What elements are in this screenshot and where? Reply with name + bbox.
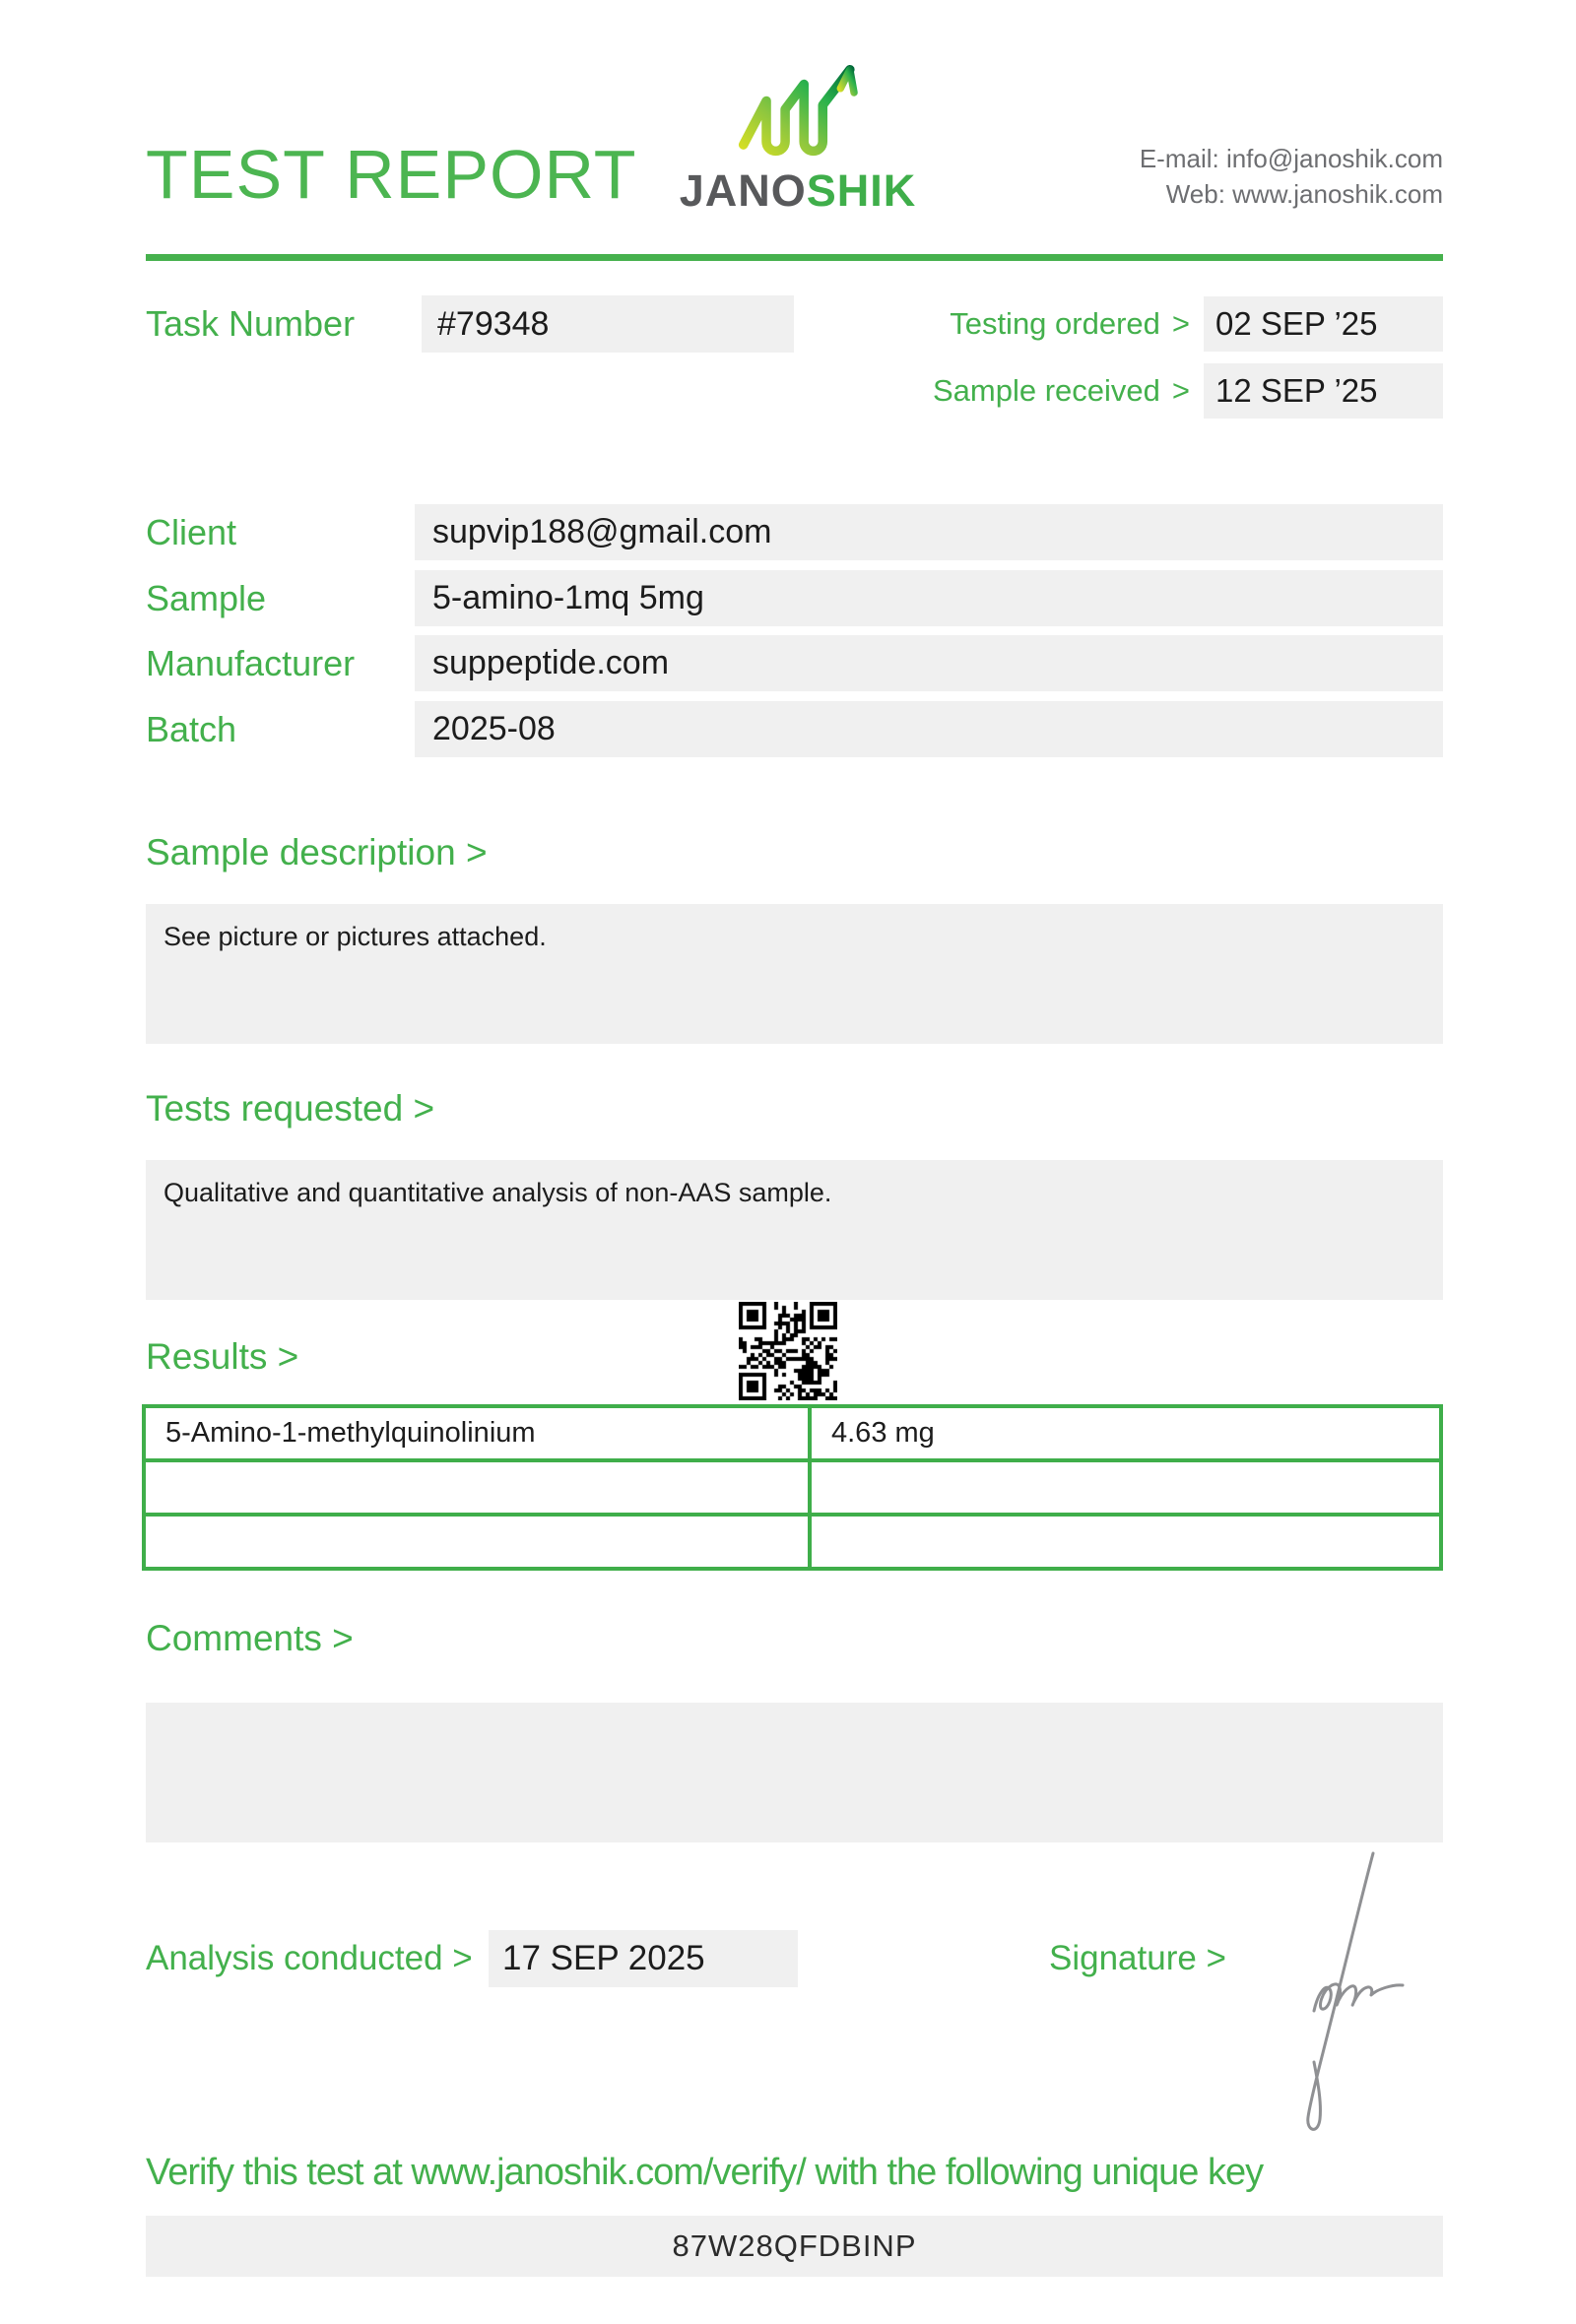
batch-value-box bbox=[415, 701, 1443, 757]
client-value: supvip188@gmail.com bbox=[432, 513, 772, 550]
result-analyte-cell bbox=[144, 1460, 810, 1515]
manufacturer-value-box bbox=[415, 635, 1443, 691]
batch-value: 2025-08 bbox=[432, 710, 556, 747]
testing-ordered-label: Testing ordered > bbox=[950, 306, 1190, 341]
client-value-box bbox=[415, 504, 1443, 560]
task-number-value-box bbox=[422, 295, 794, 353]
chevron-right-icon: > bbox=[1171, 306, 1190, 341]
contact-email: E-mail: info@janoshik.com bbox=[1139, 144, 1443, 173]
client-label: Client bbox=[146, 512, 237, 552]
janoshik-logo-icon bbox=[731, 57, 871, 161]
wordmark-shik: SHIK bbox=[806, 165, 917, 216]
table-row bbox=[144, 1406, 1441, 1460]
results-heading: Results > bbox=[146, 1336, 299, 1377]
batch-label: Batch bbox=[146, 709, 237, 749]
sample-value: 5-amino-1mq 5mg bbox=[432, 579, 704, 616]
sample-description-text: See picture or pictures attached. bbox=[164, 922, 547, 951]
signature-image bbox=[1263, 1843, 1428, 2139]
chevron-right-icon: > bbox=[1171, 373, 1190, 408]
result-value-cell: 4.63 mg bbox=[810, 1406, 1441, 1460]
qr-code bbox=[739, 1302, 837, 1400]
results-table bbox=[142, 1404, 1443, 1571]
analysis-date-box bbox=[489, 1930, 798, 1987]
janoshik-wordmark bbox=[650, 165, 946, 217]
comments-text bbox=[146, 1703, 1443, 1718]
task-number-value: #79348 bbox=[437, 305, 550, 343]
tests-requested-heading: Tests requested > bbox=[146, 1088, 435, 1129]
signature-label: Signature > bbox=[1049, 1939, 1226, 1977]
verify-instruction: Verify this test at www.janoshik.com/verify/ with the following unique key bbox=[146, 2152, 1264, 2193]
result-analyte-cell bbox=[144, 1515, 810, 1569]
result-value-cell bbox=[810, 1515, 1441, 1569]
header-divider bbox=[146, 254, 1443, 261]
tests-requested-box bbox=[146, 1160, 1443, 1300]
table-row bbox=[144, 1515, 1441, 1569]
comments-heading: Comments > bbox=[146, 1618, 354, 1658]
analysis-conducted-label: Analysis conducted > bbox=[146, 1939, 473, 1977]
analysis-date: 17 SEP 2025 bbox=[502, 1939, 705, 1977]
sample-label: Sample bbox=[146, 578, 267, 618]
page-title: TEST REPORT bbox=[146, 136, 637, 213]
sample-received-value-box bbox=[1204, 363, 1443, 419]
sample-received-date: 12 SEP ’25 bbox=[1215, 372, 1378, 409]
unique-key-box bbox=[146, 2216, 1443, 2277]
wordmark-jano: JANO bbox=[679, 165, 807, 216]
table-row bbox=[144, 1460, 1441, 1515]
testing-ordered-value-box bbox=[1204, 296, 1443, 352]
sample-description-heading: Sample description > bbox=[146, 832, 488, 872]
result-value-cell bbox=[810, 1460, 1441, 1515]
tests-requested-text: Qualitative and quantitative analysis of non-AAS sample. bbox=[164, 1178, 832, 1207]
testing-ordered-date: 02 SEP ’25 bbox=[1215, 305, 1378, 342]
unique-key: 87W28QFDBINP bbox=[672, 2228, 917, 2263]
result-analyte-cell: 5-Amino-1-methylquinolinium bbox=[144, 1406, 810, 1460]
contact-web: Web: www.janoshik.com bbox=[1165, 179, 1443, 209]
sample-received-label: Sample received > bbox=[932, 373, 1190, 408]
sample-value-box bbox=[415, 570, 1443, 626]
contact-block bbox=[1140, 141, 1443, 212]
manufacturer-label: Manufacturer bbox=[146, 643, 356, 683]
manufacturer-value: suppeptide.com bbox=[432, 644, 670, 681]
comments-box bbox=[146, 1703, 1443, 1842]
sample-description-box bbox=[146, 904, 1443, 1044]
task-number-label: Task Number bbox=[146, 303, 356, 344]
